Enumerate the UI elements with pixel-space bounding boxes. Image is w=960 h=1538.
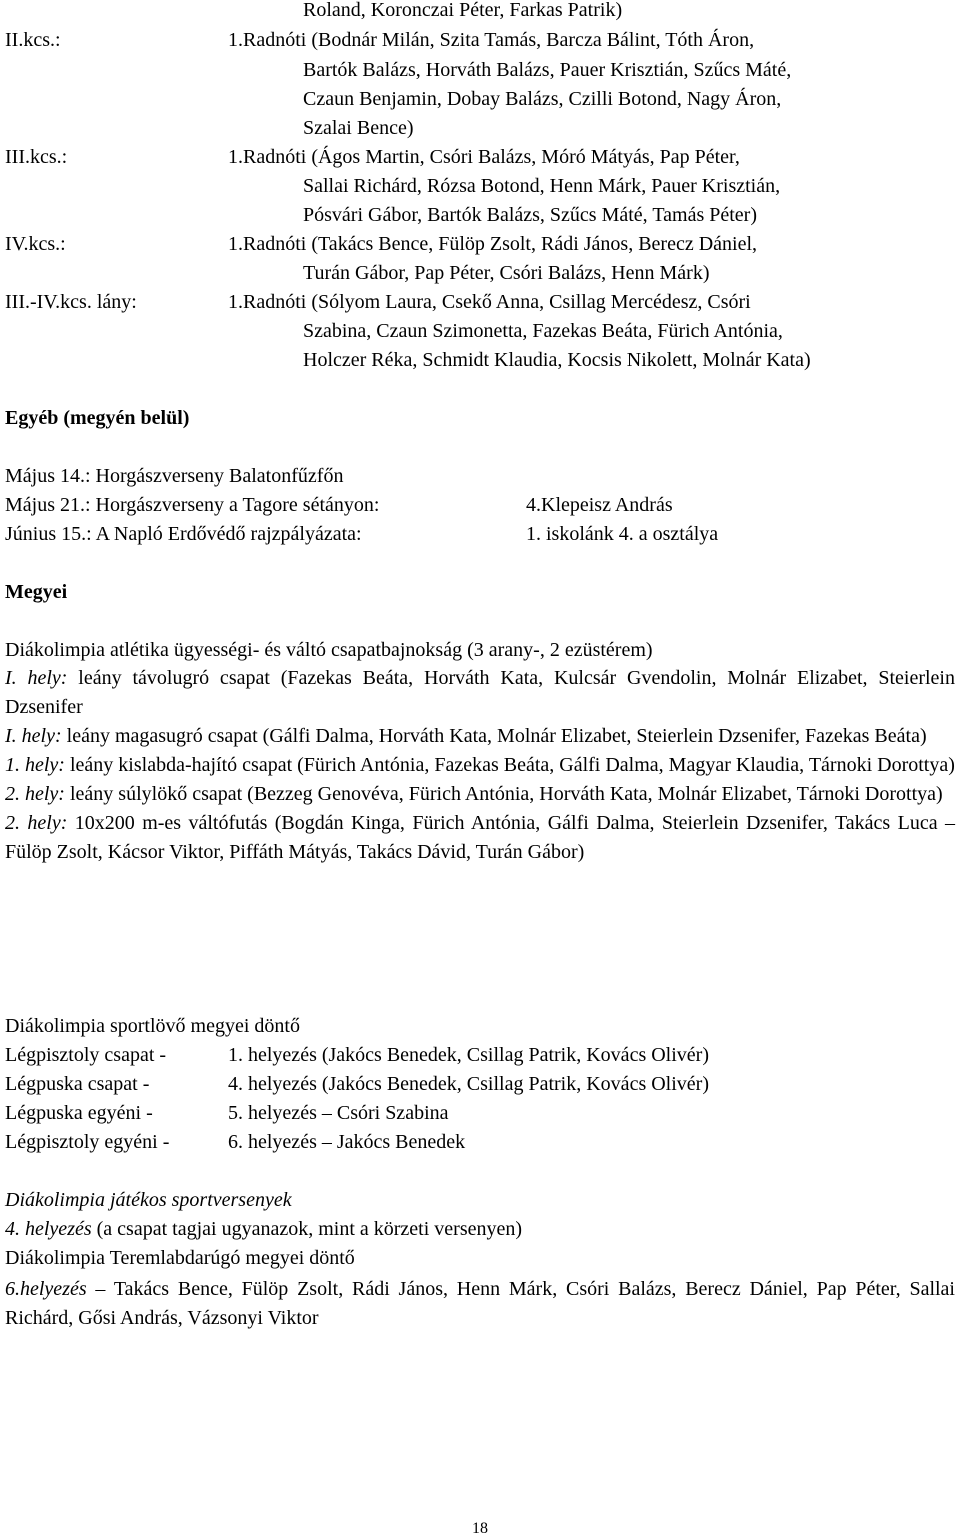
placement-rank: 1. hely: [5,754,65,776]
placement-item [5,664,955,722]
category-label-girls: III.-IV.kcs. lány: [5,291,137,313]
shooting-result: 6. helyezés – Jakócs Benedek [228,1131,466,1153]
result-line: Holczer Réka, Schmidt Klaudia, Kocsis Nikolett, Molnár Kata) [303,349,811,371]
result-line: Pósvári Gábor, Bartók Balázs, Szűcs Máté, Tamás Péter) [303,204,757,226]
shooting-event: Légpisztoly csapat - [5,1044,167,1066]
result-line: Sallai Richárd, Rózsa Botond, Henn Márk, Pauer Krisztián, [303,175,781,197]
placement-item [5,751,955,780]
result-line: Bartók Balázs, Horváth Balázs, Pauer Krisztián, Szűcs Máté, [303,59,792,81]
football-place: 6.helyezés [5,1278,87,1300]
megyei-heading: Megyei [5,581,68,603]
football-result [5,1275,955,1333]
category-label-iii: III.kcs.: [5,146,68,168]
result-line: Szalai Bence) [303,117,414,139]
placement-text: leány kislabda-hajító csapat (Fürich Antónia, Fazekas Beáta, Gálfi Dalma, Magyar Klaudia, Tárnoki Dorottya) [64,754,955,776]
games-place: 4. helyezés [5,1218,92,1240]
games-title: Diákolimpia játékos sportversenyek [5,1189,292,1211]
egyeb-item: Június 15.: A Napló Erdővédő rajzpályázata: [5,523,362,545]
placement-text: leány távolugró csapat (Fazekas Beáta, Horváth Kata, Kulcsár Gvendolin, Molnár Elizabet, Steierlein Dzsenifer [5,667,955,718]
shooting-result: 4. helyezés (Jakócs Benedek, Csillag Patrik, Kovács Olivér) [228,1073,709,1095]
football-title: Diákolimpia Teremlabdarúgó megyei döntő [5,1247,355,1269]
placement-rank: 2. hely: [5,783,65,805]
shooting-result: 1. helyezés (Jakócs Benedek, Csillag Patrik, Kovács Olivér) [228,1044,709,1066]
placement-rank: 2. hely: [5,812,68,834]
category-label-ii: II.kcs.: [5,29,61,51]
shooting-event: Légpuska csapat - [5,1073,150,1095]
placement-rank: I. hely: [5,725,62,747]
shooting-event: Légpuska egyéni - [5,1102,153,1124]
egyeb-item: Május 21.: Horgászverseny a Tagore sétányon: [5,494,380,516]
egyeb-heading: Egyéb (megyén belül) [5,407,190,429]
result-line: 1.Radnóti (Sólyom Laura, Csekő Anna, Csillag Mercédesz, Csóri [228,291,751,313]
result-line: 1.Radnóti (Bodnár Milán, Szita Tamás, Barcza Bálint, Tóth Áron, [228,29,755,51]
placement-text: 10x200 m-es váltófutás (Bogdán Kinga, Fürich Antónia, Gálfi Dalma, Steierlein Dzsenifer, Takács Luca – Fülöp Zsolt, Kácsor Viktor, Piffáth Mátyás, Takács Dávid, Turán Gábor) [5,812,955,863]
result-line: 1.Radnóti (Ágos Martin, Csóri Balázs, Móró Mátyás, Pap Péter, [228,146,740,168]
result-line: Turán Gábor, Pap Péter, Csóri Balázs, Henn Márk) [303,262,710,284]
result-line: Czaun Benjamin, Dobay Balázs, Czilli Botond, Nagy Áron, [303,88,782,110]
egyeb-item-result: 4.Klepeisz András [526,494,673,516]
athletics-title: Diákolimpia atlétika ügyességi- és váltó csapatbajnokság (3 arany-, 2 ezüstérem) [5,639,653,661]
shooting-title: Diákolimpia sportlövő megyei döntő [5,1015,300,1037]
placement-text: leány súlylökő csapat (Bezzeg Genovéva, Fürich Antónia, Horváth Kata, Molnár Elizabet, Tárnoki Dorottya) [64,783,943,805]
placement-item [5,780,955,809]
result-line: 1.Radnóti (Takács Bence, Fülöp Zsolt, Rádi János, Berecz Dániel, [228,233,758,255]
games-result [5,1217,522,1241]
placement-text: leány magasugró csapat (Gálfi Dalma, Horváth Kata, Molnár Elizabet, Steierlein Dzsenifer, Fazekas Beáta) [61,725,927,747]
egyeb-item: Május 14.: Horgászverseny Balatonfűzfőn [5,465,344,487]
placement-item [5,809,955,867]
result-line: Szabina, Czaun Szimonetta, Fazekas Beáta, Fürich Antónia, [303,320,783,342]
placement-rank: I. hely: [5,667,68,689]
page-number: 18 [472,1520,488,1537]
shooting-event: Légpisztoly egyéni - [5,1131,170,1153]
football-paragraph [5,1275,955,1333]
games-text: (a csapat tagjai ugyanazok, mint a körzeti versenyen) [91,1218,523,1240]
results-top-line: Roland, Koronczai Péter, Farkas Patrik) [303,0,623,21]
shooting-result: 5. helyezés – Csóri Szabina [228,1102,449,1124]
category-label-iv: IV.kcs.: [5,233,66,255]
egyeb-item-result: 1. iskolánk 4. a osztálya [526,523,719,545]
placement-item [5,722,955,751]
athletics-placements [5,664,955,867]
football-text: – Takács Bence, Fülöp Zsolt, Rádi János, Henn Márk, Csóri Balázs, Berecz Dániel, Pap Péter, Sallai Richárd, Gősi András, Vázsonyi Viktor [5,1278,955,1329]
